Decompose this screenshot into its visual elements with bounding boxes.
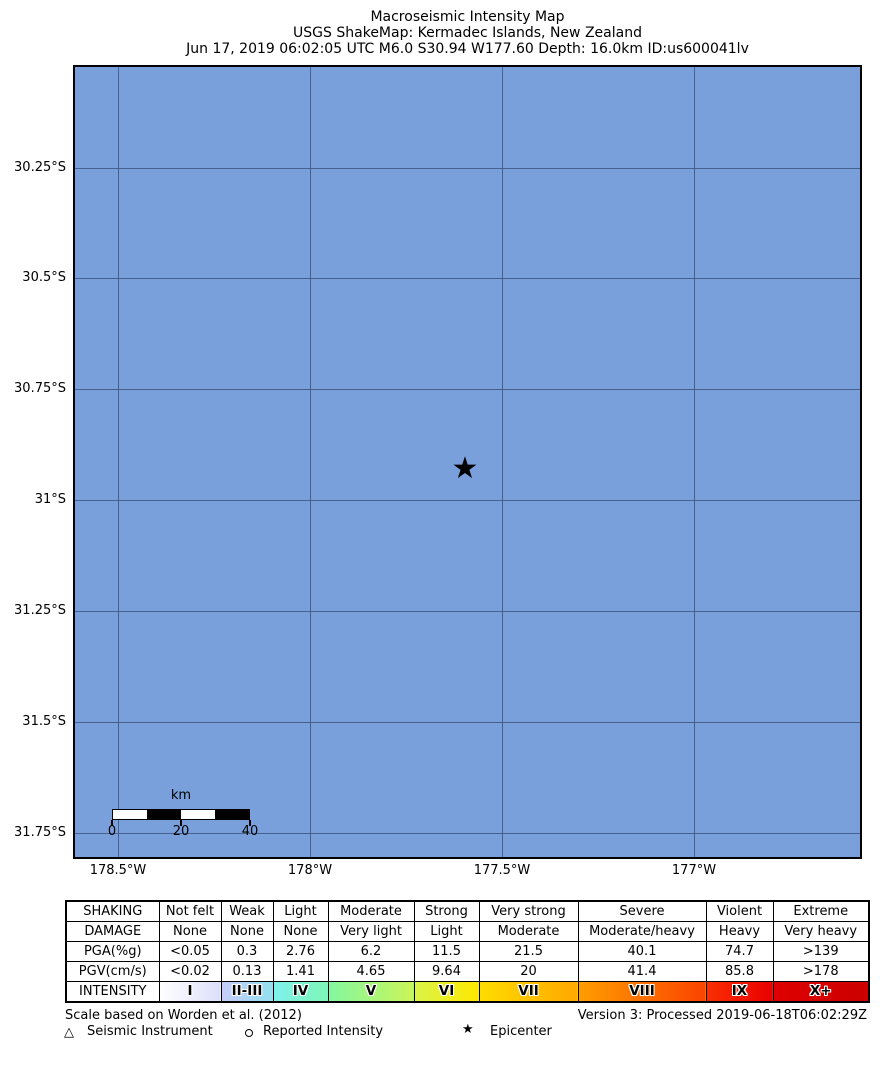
table-cell: Very light (328, 922, 414, 942)
table-cell: Light (273, 901, 328, 922)
table-cell: 40.1 (578, 942, 706, 962)
legend-label-reported-intensity: Reported Intensity (263, 1024, 384, 1039)
lat-tick-label: 31.25°S (14, 603, 66, 618)
page-title: Macroseismic Intensity Map (370, 9, 565, 25)
epicenter-icon: ★ (462, 1022, 474, 1037)
table-cell: Moderate (328, 901, 414, 922)
intensity-cell: VI (414, 982, 479, 1003)
scale-note: Scale based on Worden et al. (2012) (65, 1008, 302, 1023)
table-cell: >178 (773, 962, 869, 982)
table-cell: <0.05 (159, 942, 221, 962)
table-cell: Moderate (479, 922, 578, 942)
table-cell: 2.76 (273, 942, 328, 962)
scale-segment (215, 810, 249, 819)
table-cell: PGV(cm/s) (66, 962, 159, 982)
table-cell: Light (414, 922, 479, 942)
table-cell: 20 (479, 962, 578, 982)
gridline-horizontal (75, 168, 860, 169)
legend-label-seismic-instrument: Seismic Instrument (87, 1024, 213, 1039)
lat-tick-label: 31.5°S (22, 714, 66, 729)
intensity-cell: VII (479, 982, 578, 1003)
scale-bar (112, 809, 250, 820)
reported-intensity-icon (245, 1029, 253, 1037)
table-row-pgv (66, 962, 869, 982)
lon-tick-label: 177.5°W (473, 863, 531, 878)
table-cell: Extreme (773, 901, 869, 922)
table-row-intensity (66, 982, 869, 1003)
lon-tick-label: 177°W (671, 863, 717, 878)
table-cell: Moderate/heavy (578, 922, 706, 942)
gridline-vertical (310, 67, 311, 857)
scale-segment (113, 810, 147, 819)
table-cell: None (159, 922, 221, 942)
scale-segment (181, 810, 215, 819)
intensity-cell: IV (273, 982, 328, 1003)
gridline-horizontal (75, 611, 860, 612)
table-cell: 85.8 (706, 962, 773, 982)
page-subtitle: USGS ShakeMap: Kermadec Islands, New Zealand (293, 25, 642, 41)
lat-tick-label: 30.75°S (14, 381, 66, 396)
table-cell: DAMAGE (66, 922, 159, 942)
intensity-cell: IX (706, 982, 773, 1003)
table-cell: 6.2 (328, 942, 414, 962)
intensity-cell: X+ (773, 982, 869, 1003)
lat-tick-label: 31.75°S (14, 825, 66, 840)
table-cell: 11.5 (414, 942, 479, 962)
scale-segment (147, 810, 181, 819)
table-cell: Very strong (479, 901, 578, 922)
gridline-vertical (502, 67, 503, 857)
table-cell: None (221, 922, 273, 942)
scale-bar-unit: km (170, 788, 192, 803)
table-cell: <0.02 (159, 962, 221, 982)
scale-tick-label: 20 (172, 824, 190, 839)
map-area (73, 65, 862, 859)
table-cell: PGA(%g) (66, 942, 159, 962)
scale-tick-label: 40 (241, 824, 259, 839)
table-cell: 0.13 (221, 962, 273, 982)
intensity-cell: V (328, 982, 414, 1003)
table-cell: SHAKING (66, 901, 159, 922)
table-cell: Severe (578, 901, 706, 922)
table-cell: 0.3 (221, 942, 273, 962)
gridline-vertical (118, 67, 119, 857)
lat-tick-label: 30.25°S (14, 160, 66, 175)
table-cell: 74.7 (706, 942, 773, 962)
table-cell: INTENSITY (66, 982, 159, 1003)
gridline-horizontal (75, 722, 860, 723)
lon-tick-label: 178.5°W (89, 863, 147, 878)
lon-tick-label: 178°W (287, 863, 333, 878)
table-cell: >139 (773, 942, 869, 962)
table-cell: Very heavy (773, 922, 869, 942)
table-cell: Not felt (159, 901, 221, 922)
epicenter-star-icon: ★ (451, 450, 479, 486)
legend-label-epicenter: Epicenter (490, 1024, 552, 1039)
table-cell: 4.65 (328, 962, 414, 982)
table-cell: 9.64 (414, 962, 479, 982)
table-cell: None (273, 922, 328, 942)
version-note: Version 3: Processed 2019-06-18T06:02:29Z (577, 1008, 867, 1023)
gridline-horizontal (75, 389, 860, 390)
lat-tick-label: 31°S (34, 492, 66, 507)
table-cell: Weak (221, 901, 273, 922)
table-cell: Violent (706, 901, 773, 922)
event-info-line: Jun 17, 2019 06:02:05 UTC M6.0 S30.94 W177.60 Depth: 16.0km ID:us600041lv (186, 41, 749, 57)
intensity-cell: I (159, 982, 221, 1003)
footer-legend (0, 1024, 888, 1042)
table-cell: Strong (414, 901, 479, 922)
lat-tick-label: 30.5°S (22, 270, 66, 285)
table-row-pga (66, 942, 869, 962)
gridline-vertical (694, 67, 695, 857)
scale-tick-label: 0 (107, 824, 117, 839)
intensity-cell: VIII (578, 982, 706, 1003)
intensity-cell: II-III (221, 982, 273, 1003)
seismic-instrument-icon: △ (64, 1025, 74, 1040)
intensity-table (65, 900, 870, 1003)
map-scale-bar (107, 788, 259, 839)
table-cell: Heavy (706, 922, 773, 942)
gridline-horizontal (75, 500, 860, 501)
table-row-shaking (66, 901, 869, 922)
gridline-horizontal (75, 278, 860, 279)
table-row-damage (66, 922, 869, 942)
table-cell: 1.41 (273, 962, 328, 982)
table-cell: 41.4 (578, 962, 706, 982)
table-cell: 21.5 (479, 942, 578, 962)
